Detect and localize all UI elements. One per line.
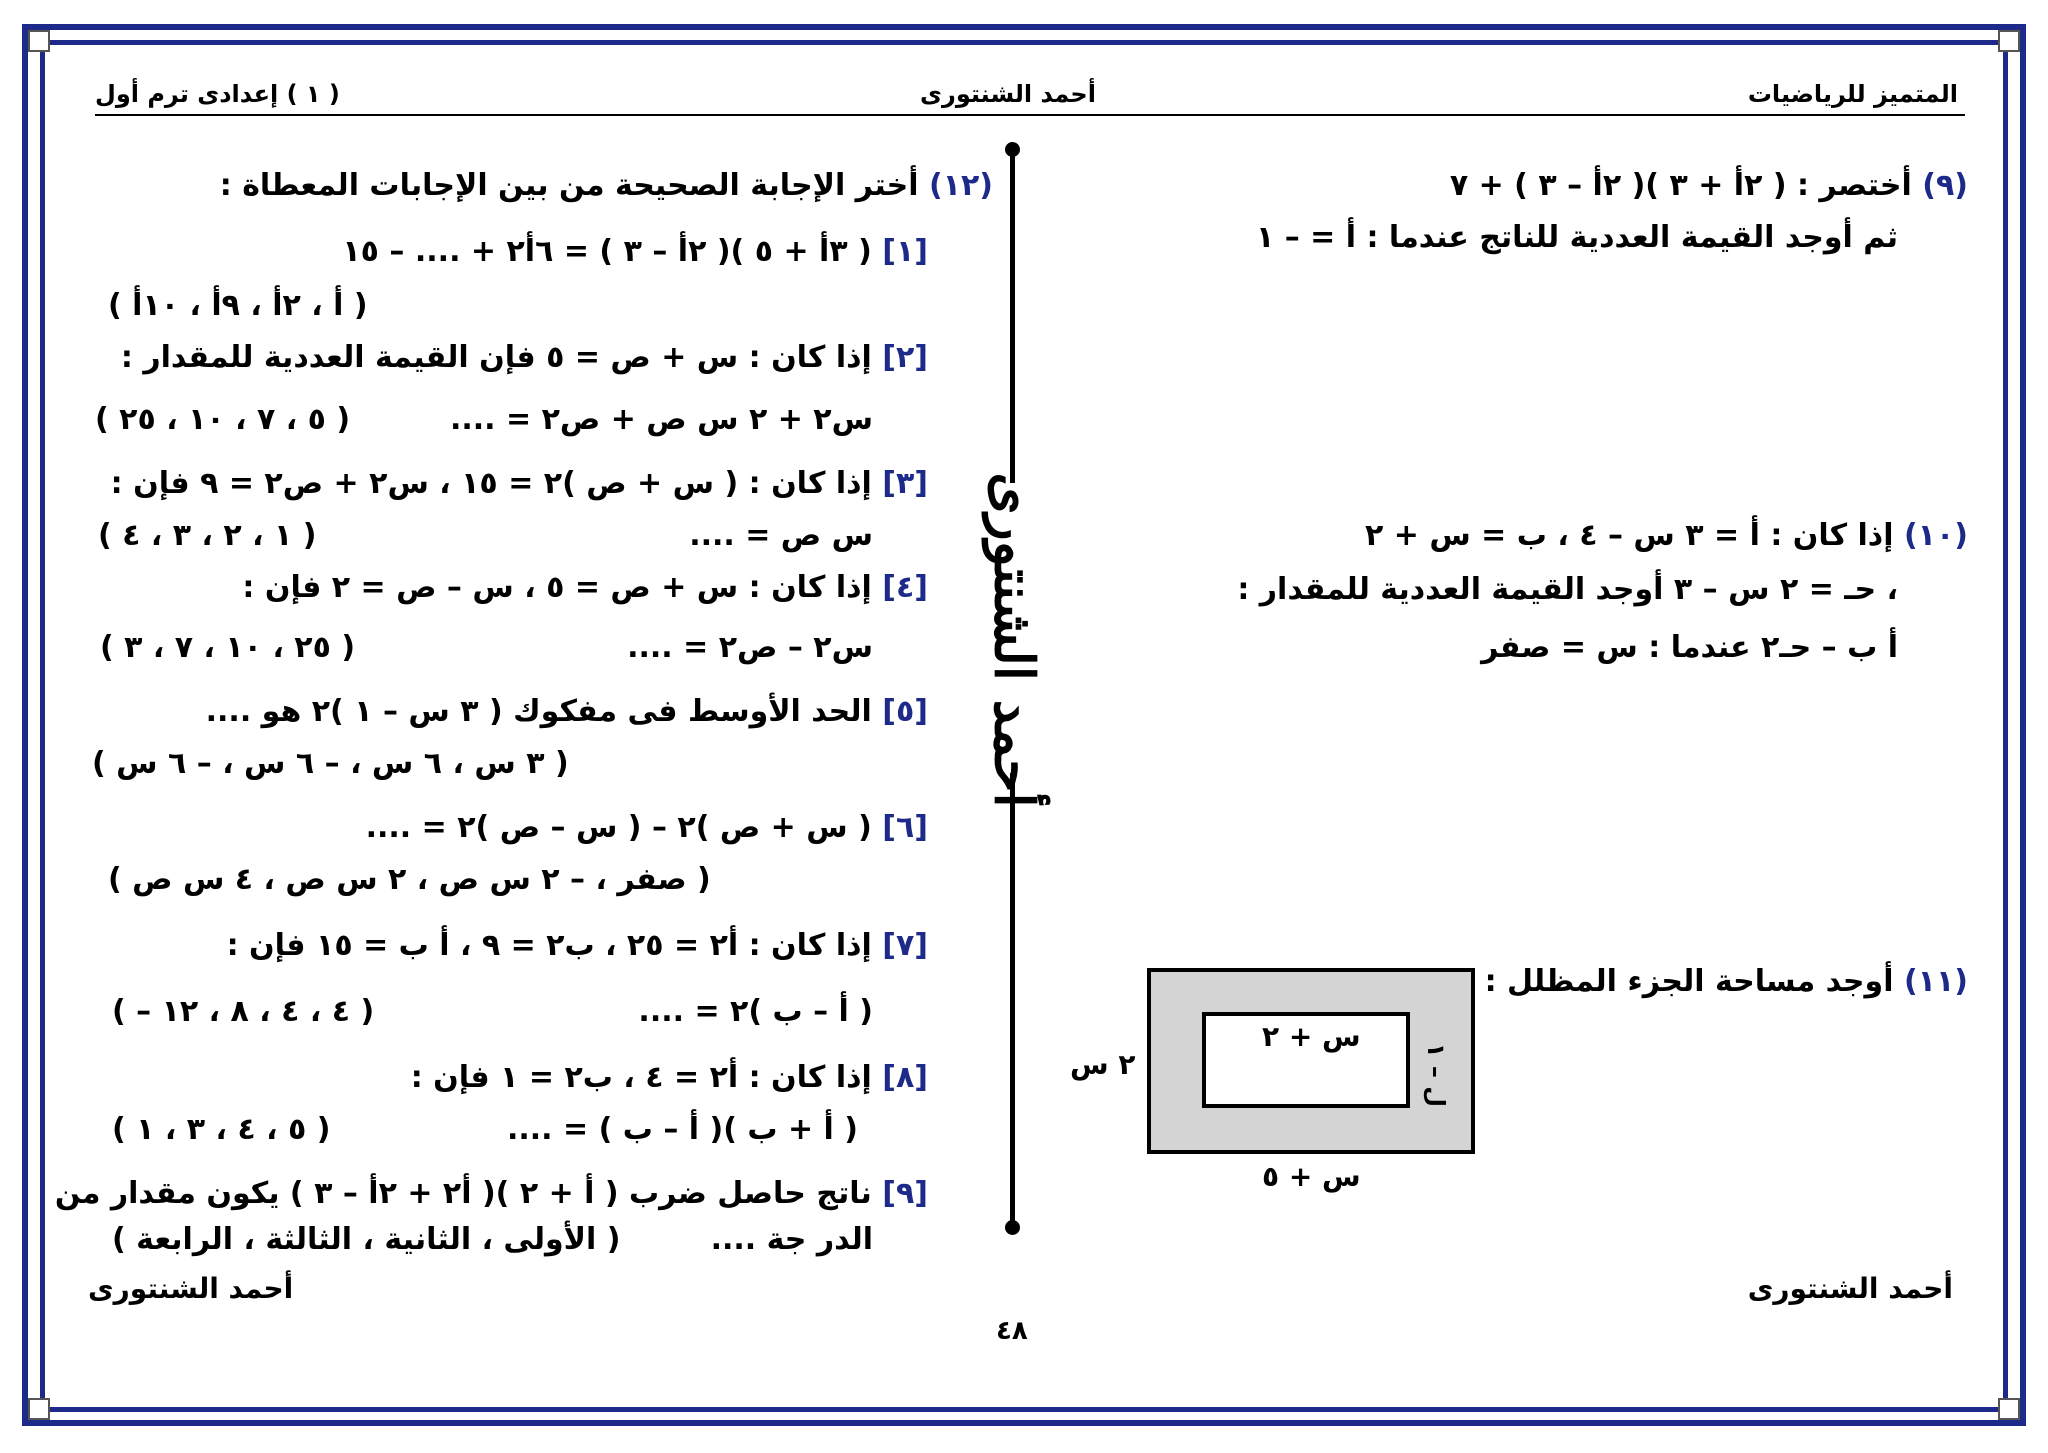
q11-line	[1485, 964, 1968, 999]
author-vertical	[960, 472, 1070, 808]
mcq-item-7-line2: ( أ – ب )٢ = ....	[638, 994, 873, 1029]
author-vertical-text: أحمد الشنتورى	[983, 472, 1047, 808]
item-text: ( س + ص )٢ – ( س – ص )٢ = ....	[365, 810, 872, 845]
mcq-options-7: ( – ٤ ، ٤ ، ٨ ، ١٢ )	[112, 994, 375, 1029]
mcq-options-3: ( ١ ، ٢ ، ٣ ، ٤ )	[98, 518, 317, 553]
q9-number: (٩)	[1922, 168, 1968, 203]
q9-text: أختصر : ( ٢أ + ٣ )( ٢أ – ٣ ) + ٧	[1449, 168, 1912, 203]
mcq-item-3	[111, 466, 928, 501]
mcq-item-6	[366, 810, 928, 845]
corner-ornament	[1998, 1398, 2020, 1420]
mcq-options-8: ( ٥ ، ٤ ، ٣ ، ١ )	[112, 1112, 331, 1147]
outer-height-label: ٢ س	[1070, 1048, 1136, 1081]
q10-line1	[1365, 518, 1968, 553]
item-number: [٤]	[882, 570, 928, 605]
item-text: إذا كان : أ٢ = ٢٥ ، ب٢ = ٩ ، أ ب = ١٥ فإن :	[226, 928, 872, 963]
item-number: [١]	[882, 234, 928, 269]
item-text: إذا كان : س + ص = ٥ فإن القيمة العددية للمقدار :	[120, 340, 872, 375]
item-number: [٩]	[882, 1176, 928, 1211]
q9-line2: ثم أوجد القيمة العددية للناتج عندما : أ = – ١	[1255, 220, 1898, 255]
q10-text: إذا كان : أ = ٣ س – ٤ ، ب = س + ٢	[1365, 518, 1894, 553]
corner-ornament	[28, 30, 50, 52]
mcq-item-3-line2: س ص = ....	[689, 518, 873, 553]
q10-line2: ، حـ = ٢ س – ٣ أوجد القيمة العددية للمقدار :	[1237, 572, 1898, 607]
item-text: ( ٣أ + ٥ )( ٢أ – ٣ ) = ٦أ٢ + .... – ١٥	[342, 234, 872, 269]
mcq-item-8	[411, 1060, 928, 1095]
mcq-item-2-line2: س٢ + ٢ س ص + ص٢ = ....	[449, 402, 873, 437]
page-number: ٤٨	[996, 1316, 1028, 1346]
header-right: المتميز للرياضيات	[1747, 80, 1958, 108]
corner-ornament	[28, 1398, 50, 1420]
mcq-options-2: ( ٥ ، ٧ ، ١٠ ، ٢٥ )	[95, 402, 351, 437]
mcq-item-4	[242, 570, 928, 605]
q11-number: (١١)	[1903, 964, 1968, 999]
mcq-options-5: ( ٣ س ، ٦ س ، – ٦ س ، – ٦ س )	[92, 746, 569, 781]
item-number: [٧]	[882, 928, 928, 963]
q11-text: أوجد مساحة الجزء المظلل :	[1484, 964, 1894, 999]
q12-text: أختر الإجابة الصحيحة من بين الإجابات المعطاة :	[219, 168, 919, 203]
item-text: الحد الأوسط فى مفكوك ( ٣ س – ١ )٢ هو ....	[205, 694, 872, 729]
q12-number: (١٢)	[928, 168, 993, 203]
header-center: أحمد الشنتورى	[920, 80, 1096, 108]
divider-bar-bottom	[1010, 773, 1015, 1228]
mcq-options-6: ( صفر ، – ٢ س ص ، ٢ س ص ، ٤ س ص )	[108, 862, 711, 897]
inner-height-label: ل – ١	[1422, 1042, 1451, 1108]
q12-line	[220, 168, 993, 203]
item-text: إذا كان : ( س + ص )٢ = ١٥ ، س٢ + ص٢ = ٩ فإن :	[110, 466, 872, 501]
outer-width-label: س + ٥	[1262, 1160, 1361, 1193]
divider-dot-bottom	[1005, 1220, 1020, 1235]
item-number: [٢]	[882, 340, 928, 375]
mcq-options-4: ( ٢٥ ، ١٠ ، ٧ ، ٣ )	[100, 630, 356, 665]
item-number: [٥]	[882, 694, 928, 729]
q9-line1	[1450, 168, 1968, 203]
mcq-item-1	[342, 234, 928, 269]
mcq-options-1: ( أ ، ٢أ ، ٩أ ، ١٠أ )	[108, 288, 368, 323]
corner-ornament	[1998, 30, 2020, 52]
q10-line3: أ ب – حـ٢ عندما : س = صفر	[1481, 630, 1898, 665]
mcq-item-9	[55, 1176, 928, 1211]
divider-bar-top	[1010, 148, 1015, 483]
mcq-item-5	[206, 694, 928, 729]
inner-height-label-wrap	[1416, 1042, 1456, 1108]
item-number: [٦]	[882, 810, 928, 845]
item-text: إذا كان : أ٢ = ٤ ، ب٢ = ١ فإن :	[410, 1060, 872, 1095]
inner-width-label: س + ٢	[1262, 1020, 1361, 1053]
header-rule	[95, 114, 1965, 116]
mcq-options-9: ( الأولى ، الثانية ، الثالثة ، الرابعة )	[112, 1222, 621, 1257]
item-text: ناتج حاصل ضرب ( أ + ٢ )( أ٢ + ٢أ – ٣ ) يكون مقدار من	[54, 1176, 872, 1211]
mcq-item-4-line2: س٢ – ص٢ = ....	[627, 630, 873, 665]
footer-left-author: أحمد الشنتورى	[88, 1272, 294, 1305]
item-text: إذا كان : س + ص = ٥ ، س – ص = ٢ فإن :	[242, 570, 872, 605]
item-number: [٣]	[882, 466, 928, 501]
header-left: ( ١ ) إعدادى ترم أول	[95, 80, 340, 108]
footer-right-author: أحمد الشنتورى	[1747, 1272, 1953, 1305]
item-number: [٨]	[882, 1060, 928, 1095]
mcq-item-2	[121, 340, 928, 375]
mcq-item-8-line2: ( أ + ب )( أ – ب ) = ....	[506, 1112, 858, 1147]
q10-number: (١٠)	[1903, 518, 1968, 553]
mcq-item-7	[227, 928, 928, 963]
mcq-item-9-line2: الدر جة ....	[710, 1222, 873, 1257]
